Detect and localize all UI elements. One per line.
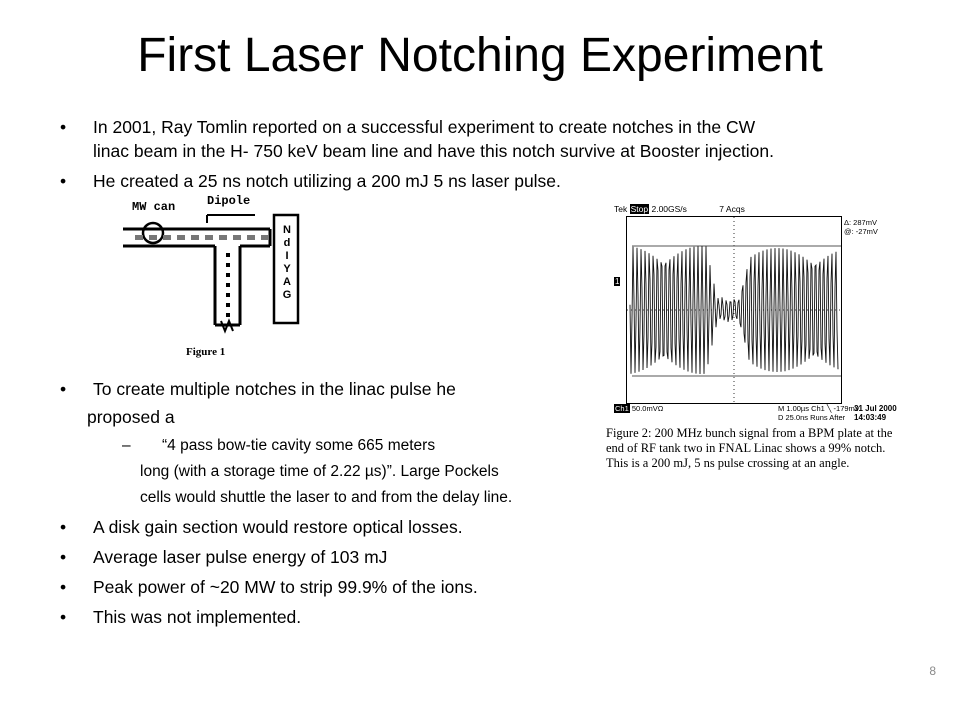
- scope-brand: Tek: [614, 204, 628, 214]
- figure1-dipole-label: Dipole: [207, 194, 251, 208]
- scope-bottom-time: M 1.00µs Ch1 ╲ -179mV: [778, 404, 860, 413]
- caption-line: This is a 200 mJ, 5 ns pulse crossing at an angle.: [606, 456, 850, 470]
- laser-letter: G: [282, 289, 292, 301]
- laser-letter: N: [283, 224, 291, 236]
- bullet-text-line: To create multiple notches in the linac pulse he: [93, 379, 456, 399]
- bullet-text-line: In 2001, Ray Tomlin reported on a successful experiment to create notches in the CW: [93, 117, 756, 137]
- scope-mode: Stop: [630, 204, 649, 214]
- caption-line: Figure 2: 200 MHz bunch signal from a BPM plate at the: [606, 426, 893, 440]
- scope-at: @: -27mV: [844, 227, 878, 236]
- slide-title: First Laser Notching Experiment: [137, 29, 823, 82]
- bullet-dot: •: [60, 607, 67, 627]
- bullet-dot: •: [60, 379, 67, 399]
- figure1-caption: Figure 1: [186, 346, 226, 358]
- laser-letter: I: [285, 250, 289, 262]
- scope-date: 31 Jul 2000: [854, 404, 897, 413]
- scope-bottom-scale: 50.0mVΩ: [631, 404, 664, 413]
- bullet-text-line: linac beam in the H- 750 keV beam line and have this notch survive at Booster injection.: [93, 141, 774, 161]
- scope-clock: 14:03:49: [854, 413, 887, 422]
- scope-bottom-delay: D 25.0ns Runs After: [778, 413, 846, 422]
- page-number: 8: [929, 664, 936, 678]
- sub-bullet-line: long (with a storage time of 2.22 µs)”. Large Pockels: [140, 463, 499, 480]
- bullet-dot: •: [60, 577, 67, 597]
- laser-letter: Y: [283, 263, 291, 275]
- bullet-text-line: Average laser pulse energy of 103 mJ: [93, 547, 388, 567]
- caption-line: end of RF tank two in FNAL Linac shows a 99% notch.: [606, 441, 886, 455]
- bullet-text-line: Peak power of ~20 MW to strip 99.9% of the ions.: [93, 577, 478, 597]
- scope-delta: Δ: 287mV: [844, 218, 877, 227]
- scope-bottom-ch: Ch1: [615, 404, 629, 413]
- scope-acqs: 7 Acqs: [719, 204, 745, 214]
- bullet-text-line: This was not implemented.: [93, 607, 302, 627]
- sub-dash: –: [122, 437, 131, 454]
- bullet-dot: •: [60, 547, 67, 567]
- bullet-dot: •: [60, 117, 67, 137]
- figure1-laser-label: [279, 224, 295, 302]
- sub-bullet-line: cells would shuttle the laser to and from the delay line.: [140, 489, 513, 506]
- bullet-text-line: He created a 25 ns notch utilizing a 200 mJ 5 ns laser pulse.: [93, 171, 561, 191]
- figure2-caption: [606, 426, 942, 471]
- laser-letter: A: [283, 276, 291, 288]
- scope-waveform: [626, 216, 842, 404]
- scope-rate: 2.00GS/s: [651, 204, 687, 214]
- sub-bullet-line: “4 pass bow-tie cavity some 665 meters: [162, 437, 436, 454]
- figure1-mwcan-label: MW can: [132, 200, 176, 214]
- bullet-dot: •: [60, 171, 67, 191]
- laser-letter: d: [283, 237, 291, 249]
- bullet-dot: •: [60, 517, 67, 537]
- bullet-text-line: proposed a: [87, 407, 175, 427]
- scope-channel-marker: 1: [615, 277, 620, 286]
- bullet-continuation: [87, 406, 175, 428]
- bullet-text-line: A disk gain section would restore optical losses.: [93, 517, 463, 537]
